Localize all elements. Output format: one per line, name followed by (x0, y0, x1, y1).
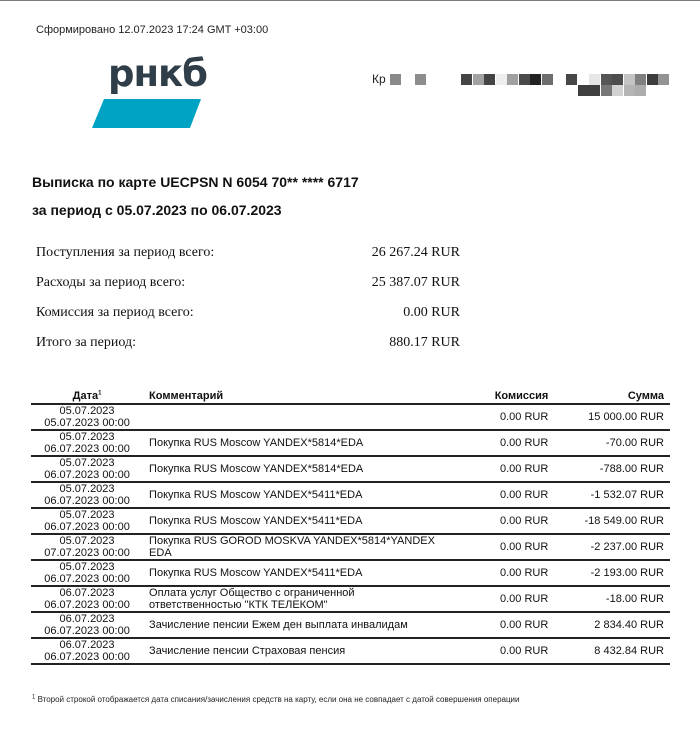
table-row (31, 404, 670, 430)
operation-date: 06.07.2023 (59, 613, 115, 625)
posting-date: 06.07.2023 00:00 (44, 443, 130, 455)
summary-fees (36, 304, 460, 334)
table-row (31, 482, 670, 508)
posting-date: 06.07.2023 00:00 (44, 469, 130, 481)
bank-logo (88, 52, 208, 132)
operation-date: 05.07.2023 (59, 535, 115, 547)
redaction-block (473, 74, 484, 85)
redaction-block (484, 74, 495, 85)
posting-date: 06.07.2023 00:00 (44, 495, 130, 507)
posting-date: 07.07.2023 00:00 (44, 547, 130, 559)
cell-fee: 0.00 RUR (446, 638, 548, 664)
cell-fee: 0.00 RUR (446, 456, 548, 482)
cell-date (31, 482, 143, 508)
footnote: $^1$ Второй строкой отображается дата списания/зачисления средств на карту, если она не совпадает с датой совершения операции (32, 694, 520, 704)
table-row (31, 430, 670, 456)
cell-fee: 0.00 RUR (446, 482, 548, 508)
cell-fee: 0.00 RUR (446, 586, 548, 612)
header-date: Дата$^1$ (31, 386, 143, 404)
summary-expenses (36, 274, 460, 304)
redaction-block (415, 74, 426, 85)
redaction-block (530, 74, 541, 85)
cell-comment: Покупка RUS Moscow YANDEX*5814*EDA (143, 456, 446, 482)
cell-sum: -18 549.00 RUR (548, 508, 670, 534)
summary-value: 880.17 RUR (389, 335, 460, 350)
redaction-block (542, 74, 553, 85)
redaction-block (507, 74, 518, 85)
posting-date: 06.07.2023 00:00 (44, 521, 130, 533)
cell-comment: Покупка RUS GOROD MOSKVA YANDEX*5814*YANDEX EDA (143, 534, 446, 560)
posting-date: 05.07.2023 00:00 (44, 417, 130, 429)
operation-date: 05.07.2023 (59, 431, 115, 443)
cell-fee: 0.00 RUR (446, 560, 548, 586)
redaction-block (390, 74, 401, 85)
posting-date: 06.07.2023 00:00 (44, 573, 130, 585)
table-row (31, 456, 670, 482)
redaction-block (601, 85, 612, 96)
cell-sum: -18.00 RUR (548, 586, 670, 612)
table-row (31, 508, 670, 534)
cell-fee: 0.00 RUR (446, 404, 548, 430)
redaction-block (635, 85, 646, 96)
operation-date: 05.07.2023 (59, 509, 115, 521)
redaction-block (647, 74, 658, 85)
logo-text: рнкб (108, 52, 207, 95)
operation-date: 06.07.2023 (59, 587, 115, 599)
cell-date (31, 586, 143, 612)
summary-label: Расходы за период всего: (36, 275, 186, 290)
summary-value: 26 267.24 RUR (371, 245, 460, 260)
cell-sum: 8 432.84 RUR (548, 638, 670, 664)
statement-title: Выписка по карте UECPSN N 6054 70** **** 6717 (32, 174, 359, 190)
cell-sum: -1 532.07 RUR (548, 482, 670, 508)
table-header-row (31, 386, 670, 404)
cell-sum: 2 834.40 RUR (548, 612, 670, 638)
posting-date: 06.07.2023 00:00 (44, 651, 130, 663)
redaction-block (496, 74, 507, 85)
redaction-block (624, 85, 635, 96)
summary-label: Комиссия за период всего: (36, 305, 194, 320)
redaction-block (589, 85, 600, 96)
operation-date: 05.07.2023 (59, 405, 115, 417)
table-row (31, 612, 670, 638)
table-row (31, 638, 670, 664)
cell-sum: -2 237.00 RUR (548, 534, 670, 560)
summary-label: Итого за период: (36, 335, 136, 350)
recipient-label: Кр (372, 72, 386, 86)
generated-timestamp: Сформировано 12.07.2023 17:24 GMT +03:00 (36, 24, 269, 36)
cell-comment: Покупка RUS Moscow YANDEX*5411*EDA (143, 508, 446, 534)
cell-date (31, 456, 143, 482)
posting-date: 06.07.2023 00:00 (44, 599, 130, 611)
table-row (31, 560, 670, 586)
statement-period: за период с 05.07.2023 по 06.07.2023 (32, 202, 282, 218)
cell-date (31, 508, 143, 534)
cell-fee: 0.00 RUR (446, 534, 548, 560)
cell-comment: Покупка RUS Moscow YANDEX*5411*EDA (143, 482, 446, 508)
summary-total (36, 334, 460, 364)
summary-value: 25 387.07 RUR (371, 275, 460, 290)
top-border (0, 0, 700, 1)
summary-block (36, 244, 460, 364)
cell-comment (143, 404, 446, 430)
redaction-block (612, 74, 623, 85)
table-row (31, 534, 670, 560)
cell-date (31, 430, 143, 456)
redaction-block (601, 74, 612, 85)
transactions-table (31, 386, 670, 665)
header-fee: Комиссия (446, 386, 548, 404)
operation-date: 05.07.2023 (59, 561, 115, 573)
cell-comment: Зачисление пенсии Ежем ден выплата инвалидам (143, 612, 446, 638)
posting-date: 06.07.2023 00:00 (44, 625, 130, 637)
redaction-block (612, 85, 623, 96)
cell-comment: Оплата услуг Общество с ограниченной ответственностью "КТК ТЕЛЕКОМ" (143, 586, 446, 612)
cell-fee: 0.00 RUR (446, 430, 548, 456)
cell-sum: 15 000.00 RUR (548, 404, 670, 430)
cell-comment: Зачисление пенсии Страховая пенсия (143, 638, 446, 664)
operation-date: 05.07.2023 (59, 483, 115, 495)
cell-date (31, 404, 143, 430)
cell-sum: -788.00 RUR (548, 456, 670, 482)
header-comment: Комментарий (143, 386, 446, 404)
redaction-block (624, 74, 635, 85)
operation-date: 05.07.2023 (59, 457, 115, 469)
cell-comment: Покупка RUS Moscow YANDEX*5814*EDA (143, 430, 446, 456)
redaction-block (566, 74, 577, 85)
cell-date (31, 638, 143, 664)
operation-date: 06.07.2023 (59, 639, 115, 651)
redaction-block (461, 74, 472, 85)
header-sum: Сумма (548, 386, 670, 404)
summary-label: Поступления за период всего: (36, 245, 215, 260)
redaction-block (635, 74, 646, 85)
summary-value: 0.00 RUR (403, 305, 460, 320)
redaction-block (519, 74, 530, 85)
cell-sum: -70.00 RUR (548, 430, 670, 456)
redaction-block (578, 85, 589, 96)
redaction-block (658, 74, 669, 85)
cell-date (31, 560, 143, 586)
summary-income (36, 244, 460, 274)
cell-sum: -2 193.00 RUR (548, 560, 670, 586)
redaction-block (589, 74, 600, 85)
table-row (31, 586, 670, 612)
cell-fee: 0.00 RUR (446, 612, 548, 638)
cell-fee: 0.00 RUR (446, 508, 548, 534)
cell-date (31, 612, 143, 638)
cell-date (31, 534, 143, 560)
cell-comment: Покупка RUS Moscow YANDEX*5411*EDA (143, 560, 446, 586)
